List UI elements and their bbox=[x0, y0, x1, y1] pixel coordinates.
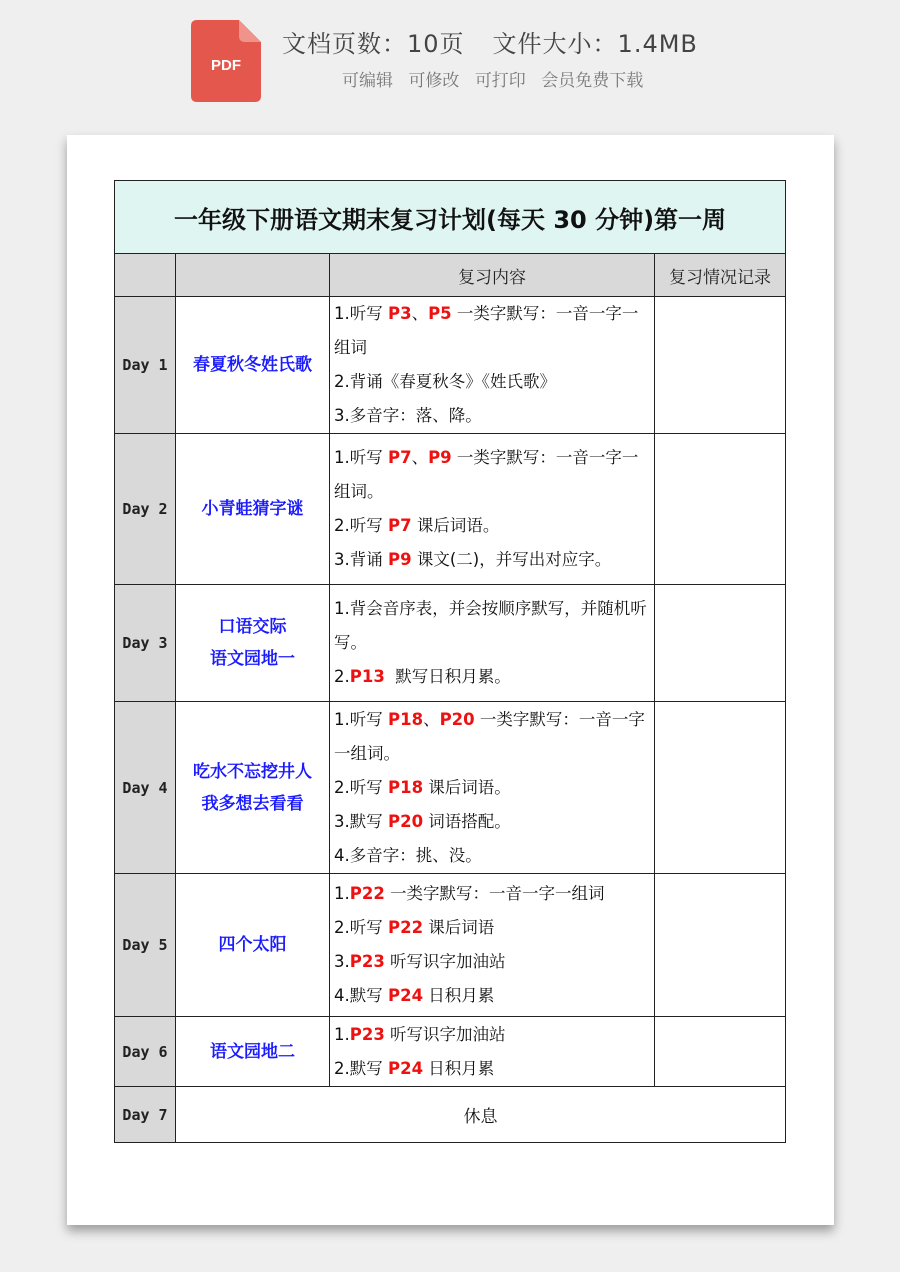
review-plan-table bbox=[114, 180, 786, 1143]
page-reference: P3 bbox=[388, 304, 412, 323]
header-topic bbox=[176, 254, 330, 297]
review-text: 1.背会音序表，并会按顺序默写，并随机听写。 bbox=[334, 599, 647, 652]
page-reference: P22 bbox=[388, 918, 424, 937]
table-row bbox=[115, 434, 786, 585]
lesson-topic-line: 小青蛙猜字谜 bbox=[201, 499, 304, 519]
feature-modifiable: 可修改 bbox=[408, 71, 460, 91]
lesson-topic-line: 春夏秋冬姓氏歌 bbox=[193, 355, 312, 375]
rest-cell: 休息 bbox=[176, 1087, 786, 1143]
lesson-topic-line: 语文园地二 bbox=[210, 1041, 295, 1062]
review-text: 听写识字加油站 bbox=[384, 952, 506, 971]
day-label: Day 3 bbox=[115, 585, 176, 702]
review-text: 一类字默写：一音一字一组词 bbox=[334, 304, 639, 357]
record-cell[interactable] bbox=[655, 1017, 786, 1087]
review-text: 1.听写 bbox=[334, 448, 388, 467]
record-cell[interactable] bbox=[655, 702, 786, 874]
review-item bbox=[334, 877, 654, 911]
day-label: Day 5 bbox=[115, 874, 176, 1017]
lesson-topic-line: 我多想去看看 bbox=[201, 793, 304, 814]
review-text: 课后词语。 bbox=[411, 516, 500, 535]
review-text: 、 bbox=[411, 448, 429, 467]
lesson-topic bbox=[176, 874, 330, 1017]
review-text: 课文(二)，并写出对应字。 bbox=[411, 550, 612, 569]
header-day bbox=[115, 254, 176, 297]
review-item bbox=[334, 592, 654, 660]
record-cell[interactable] bbox=[655, 434, 786, 585]
lesson-topic-line: 口语交际 bbox=[218, 617, 287, 637]
review-item bbox=[334, 543, 654, 577]
record-cell[interactable] bbox=[655, 585, 786, 702]
review-text: 日积月累 bbox=[423, 1058, 495, 1078]
review-item bbox=[334, 945, 654, 979]
review-text: 、 bbox=[411, 304, 429, 323]
table-row bbox=[115, 585, 786, 702]
review-text: 1. bbox=[334, 1024, 350, 1044]
page-reference: P23 bbox=[349, 952, 385, 971]
review-content bbox=[330, 1017, 655, 1087]
review-content bbox=[330, 585, 655, 702]
page-reference: P9 bbox=[388, 550, 412, 569]
review-item bbox=[334, 297, 654, 365]
record-cell[interactable] bbox=[655, 297, 786, 434]
review-text: 日积月累 bbox=[423, 986, 495, 1005]
day-label: Day 1 bbox=[115, 297, 176, 434]
review-text: 一类字默写：一音一字一组词。 bbox=[334, 448, 639, 501]
feature-tags bbox=[342, 66, 653, 91]
day-label: Day 6 bbox=[115, 1017, 176, 1087]
page-reference: P13 bbox=[349, 667, 385, 686]
review-item bbox=[334, 979, 654, 1013]
feature-printable: 可打印 bbox=[474, 71, 526, 91]
lesson-topic bbox=[176, 702, 330, 874]
review-text: 1.听写 bbox=[334, 304, 388, 323]
review-text: 默写日积月累。 bbox=[384, 667, 511, 686]
review-item bbox=[334, 1018, 654, 1052]
page-reference: P24 bbox=[388, 986, 424, 1005]
table-row-day7 bbox=[115, 1087, 786, 1143]
page-reference: P20 bbox=[388, 811, 424, 831]
table-header-row bbox=[115, 254, 786, 297]
review-item bbox=[334, 805, 654, 839]
lesson-topic bbox=[176, 1017, 330, 1087]
review-item bbox=[334, 839, 654, 873]
review-text: 2.听写 bbox=[334, 777, 388, 797]
review-item bbox=[334, 399, 654, 433]
feature-free-download: 会员免费下载 bbox=[541, 71, 644, 91]
page-reference: P18 bbox=[388, 709, 424, 729]
review-text: 听写识字加油站 bbox=[384, 1024, 506, 1044]
review-text: 4.默写 bbox=[334, 986, 388, 1005]
review-content bbox=[330, 874, 655, 1017]
review-item bbox=[334, 703, 654, 771]
review-content bbox=[330, 434, 655, 585]
review-text: 词语搭配。 bbox=[423, 811, 511, 831]
review-text: 3.默写 bbox=[334, 811, 388, 831]
table-row bbox=[115, 1017, 786, 1087]
lesson-topic bbox=[176, 297, 330, 434]
page-reference: P5 bbox=[428, 304, 452, 323]
pdf-file-icon bbox=[191, 20, 261, 102]
review-text: 2. bbox=[334, 667, 350, 686]
review-item bbox=[334, 441, 654, 509]
pdf-icon-label: PDF bbox=[211, 57, 241, 74]
review-text: 2.背诵《春夏秋冬》《姓氏歌》 bbox=[334, 372, 556, 391]
review-text: 3. bbox=[334, 952, 350, 971]
page-reference: P7 bbox=[388, 516, 412, 535]
review-item bbox=[334, 365, 654, 399]
review-text: 2.听写 bbox=[334, 516, 388, 535]
review-text: 3.多音字：落、降。 bbox=[334, 406, 482, 425]
page-reference: P9 bbox=[428, 448, 452, 467]
lesson-topic bbox=[176, 585, 330, 702]
page-count: 文档页数：10页 bbox=[282, 30, 465, 58]
lesson-topic bbox=[176, 434, 330, 585]
review-item bbox=[334, 911, 654, 945]
plan-title: 一年级下册语文期末复习计划(每天 30 分钟)第一周 bbox=[115, 181, 786, 254]
day-label: Day 2 bbox=[115, 434, 176, 585]
review-text: 、 bbox=[423, 709, 440, 729]
day-label: Day 7 bbox=[115, 1087, 176, 1143]
feature-editable: 可编辑 bbox=[342, 71, 393, 91]
review-item bbox=[334, 1052, 654, 1086]
review-text: 一类字默写：一音一字一组词 bbox=[384, 884, 605, 903]
review-content bbox=[330, 297, 655, 434]
review-content bbox=[330, 702, 655, 874]
page-reference: P20 bbox=[439, 709, 475, 729]
page-reference: P7 bbox=[388, 448, 412, 467]
review-item bbox=[334, 660, 654, 694]
review-text: 2.听写 bbox=[334, 918, 388, 937]
page-reference: P22 bbox=[349, 884, 385, 903]
record-cell[interactable] bbox=[655, 874, 786, 1017]
lesson-topic-line: 吃水不忘挖井人 bbox=[193, 761, 312, 782]
page-reference: P23 bbox=[349, 1024, 385, 1044]
lesson-topic-line: 语文园地一 bbox=[210, 649, 295, 669]
review-text: 课后词语。 bbox=[423, 777, 511, 797]
review-text: 一类字默写：一音一字一组词。 bbox=[334, 709, 645, 763]
review-text: 2.默写 bbox=[334, 1058, 388, 1078]
page-reference: P24 bbox=[388, 1058, 424, 1078]
review-item bbox=[334, 771, 654, 805]
review-text: 3.背诵 bbox=[334, 550, 388, 569]
table-row bbox=[115, 874, 786, 1017]
review-text: 1. bbox=[334, 884, 350, 903]
review-item bbox=[334, 509, 654, 543]
lesson-topic-line: 四个太阳 bbox=[218, 935, 287, 955]
header-record: 复习情况记录 bbox=[655, 254, 786, 297]
file-size: 文件大小：1.4MB bbox=[492, 30, 698, 58]
review-text: 4.多音字：挑、没。 bbox=[334, 845, 482, 865]
review-text: 1.听写 bbox=[334, 709, 388, 729]
header-content: 复习内容 bbox=[330, 254, 655, 297]
table-row bbox=[115, 702, 786, 874]
review-text: 课后词语 bbox=[423, 918, 495, 937]
page-reference: P18 bbox=[388, 777, 424, 797]
document-meta bbox=[282, 24, 698, 59]
table-row bbox=[115, 297, 786, 434]
day-label: Day 4 bbox=[115, 702, 176, 874]
